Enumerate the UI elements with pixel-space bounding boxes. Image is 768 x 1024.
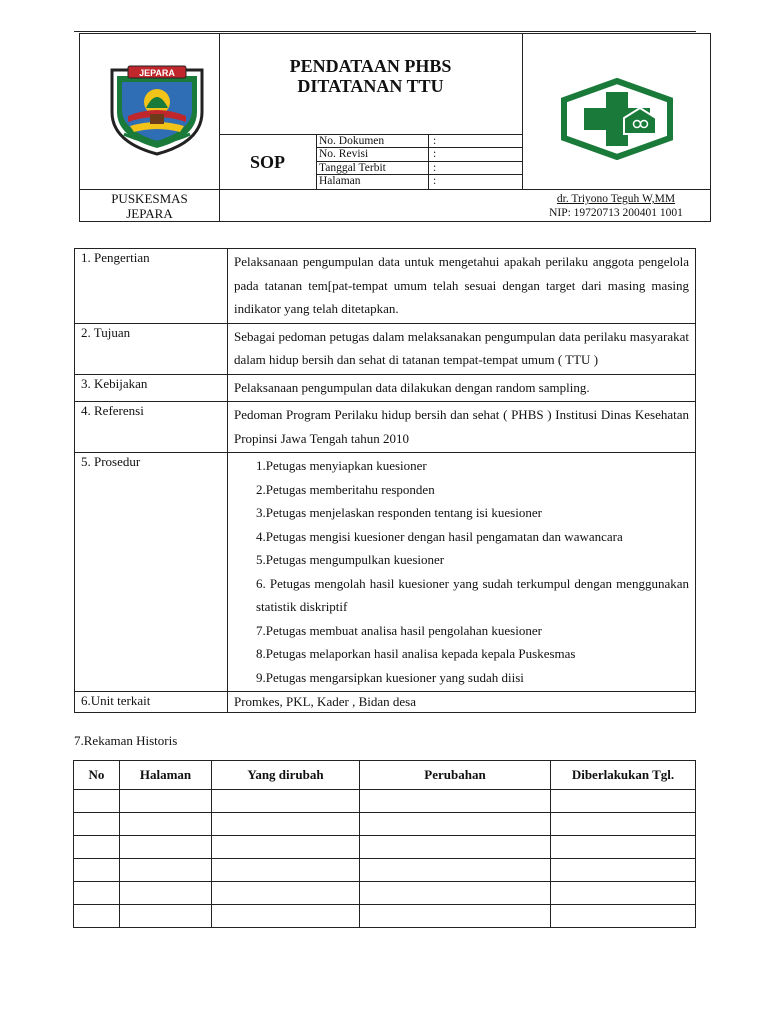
- table-row: [74, 882, 696, 905]
- section-label: 1. Pengertian: [75, 249, 228, 324]
- puskesmas-emblem-logo: [560, 78, 674, 160]
- table-row: [75, 249, 696, 324]
- section-label: 5. Prosedur: [75, 453, 228, 692]
- list-item: 8.Petugas melaporkan hasil analisa kepada kepala Puskesmas: [256, 646, 576, 661]
- column-header: Halaman: [120, 761, 212, 790]
- doc-field-label: No. Dokumen: [319, 135, 385, 147]
- table-row: [75, 374, 696, 402]
- doc-field-label: Halaman: [319, 175, 361, 187]
- column-header: Yang dirubah: [212, 761, 360, 790]
- table-cell: [120, 882, 212, 905]
- org-line-2: JEPARA: [126, 206, 173, 221]
- section-label: 6.Unit terkait: [75, 692, 228, 713]
- table-cell: [360, 813, 551, 836]
- section-text: Pelaksanaan pengumpulan data untuk mengetahui apakah perilaku anggota pengelola pada tatanan tem[pat-tempat umum telah sesuai dengan target dari masing masing indikator yang telah ditetapkan.: [228, 249, 696, 324]
- table-cell: [212, 882, 360, 905]
- table-cell: [360, 905, 551, 928]
- section-label: 4. Referensi: [75, 402, 228, 453]
- table-cell: [74, 790, 120, 813]
- history-title: 7.Rekaman Historis: [74, 733, 178, 748]
- signer-block: [522, 192, 710, 220]
- list-item: 9.Petugas mengarsipkan kuesioner yang sudah diisi: [256, 669, 524, 685]
- list-item: 3.Petugas menjelaskan responden tentang isi kuesioner: [256, 505, 542, 520]
- table-cell: [120, 859, 212, 882]
- doc-field-value: :: [433, 135, 437, 147]
- doc-field-label: Tanggal Terbit: [319, 162, 386, 174]
- section-text: Pedoman Program Perilaku hidup bersih dan sehat ( PHBS ) Institusi Dinas Kesehatan Propinsi Jawa Tengah tahun 2010: [228, 402, 696, 453]
- table-row: [75, 453, 696, 692]
- list-item: 7.Petugas membuat analisa hasil pengolahan kuesioner: [256, 622, 542, 638]
- section-text: Promkes, PKL, Kader , Bidan desa: [228, 692, 696, 713]
- table-header-row: [74, 761, 696, 790]
- table-row: [75, 692, 696, 713]
- title-line-2: DITATANAN TTU: [297, 76, 444, 96]
- table-row: [74, 790, 696, 813]
- table-cell: [74, 905, 120, 928]
- table-cell: [551, 836, 696, 859]
- organization-name: [80, 191, 219, 221]
- doc-field-label: No. Revisi: [319, 148, 369, 160]
- list-item: 4.Petugas mengisi kuesioner dengan hasil pengamatan dan wawancara: [256, 528, 623, 544]
- signer-name: dr. Triyono Teguh W,MM: [556, 193, 676, 205]
- table-cell: [120, 790, 212, 813]
- table-row: [75, 323, 696, 374]
- history-body: [74, 790, 696, 928]
- table-cell: [551, 813, 696, 836]
- title-line-1: PENDATAAN PHBS: [289, 56, 452, 76]
- table-cell: [212, 905, 360, 928]
- crest-label: JEPARA: [139, 68, 175, 78]
- table-cell: [74, 859, 120, 882]
- section-label: 2. Tujuan: [75, 323, 228, 374]
- doc-field-value: :: [433, 162, 437, 174]
- procedure-steps: [228, 453, 696, 692]
- table-cell: [551, 859, 696, 882]
- table-cell: [120, 905, 212, 928]
- table-cell: [360, 882, 551, 905]
- table-cell: [74, 836, 120, 859]
- top-rule: [74, 31, 696, 32]
- list-item: 2.Petugas memberitahu responden: [256, 481, 435, 497]
- list-item: 1.Petugas menyiapkan kuesioner: [256, 458, 427, 473]
- table-cell: [120, 836, 212, 859]
- table-cell: [360, 790, 551, 813]
- section-text: Pelaksanaan pengumpulan data dilakukan dengan random sampling.: [228, 374, 696, 402]
- list-item: 5.Petugas mengumpulkan kuesioner: [256, 552, 445, 567]
- table-cell: [212, 813, 360, 836]
- table-row: [74, 859, 696, 882]
- table-row: [75, 402, 696, 453]
- section-label: 3. Kebijakan: [75, 374, 228, 402]
- table-cell: [551, 790, 696, 813]
- doc-field-value: :: [433, 175, 437, 187]
- list-item: 6. Petugas mengolah hasil kuesioner yang sudah terkumpul dengan menggunakan statistik diskriptif: [256, 575, 689, 614]
- table-row: [74, 905, 696, 928]
- table-cell: [74, 813, 120, 836]
- column-header: Perubahan: [360, 761, 551, 790]
- table-cell: [360, 836, 551, 859]
- doc-field-value: :: [433, 148, 437, 160]
- table-cell: [551, 905, 696, 928]
- sop-content-table: [74, 248, 696, 713]
- sop-label: SOP: [249, 152, 285, 172]
- org-line-1: PUSKESMAS: [111, 191, 188, 206]
- table-cell: [212, 836, 360, 859]
- column-header: No: [74, 761, 120, 790]
- table-cell: [360, 859, 551, 882]
- table-row: [74, 836, 696, 859]
- history-table: [73, 760, 696, 928]
- table-cell: [74, 882, 120, 905]
- table-cell: [212, 859, 360, 882]
- table-cell: [120, 813, 212, 836]
- table-cell: [212, 790, 360, 813]
- column-header: Diberlakukan Tgl.: [551, 761, 696, 790]
- signer-nip: NIP: 19720713 200401 1001: [549, 207, 683, 219]
- document-title: [219, 56, 522, 96]
- sop-header: [79, 33, 711, 222]
- jepara-crest-logo: [106, 64, 208, 156]
- section-text: Sebagai pedoman petugas dalam melaksanakan pengumpulan data perilaku masyarakat dalam hidup bersih dan sehat di tatanan tempat-tempat umum ( TTU ): [228, 323, 696, 374]
- table-row: [74, 813, 696, 836]
- table-cell: [551, 882, 696, 905]
